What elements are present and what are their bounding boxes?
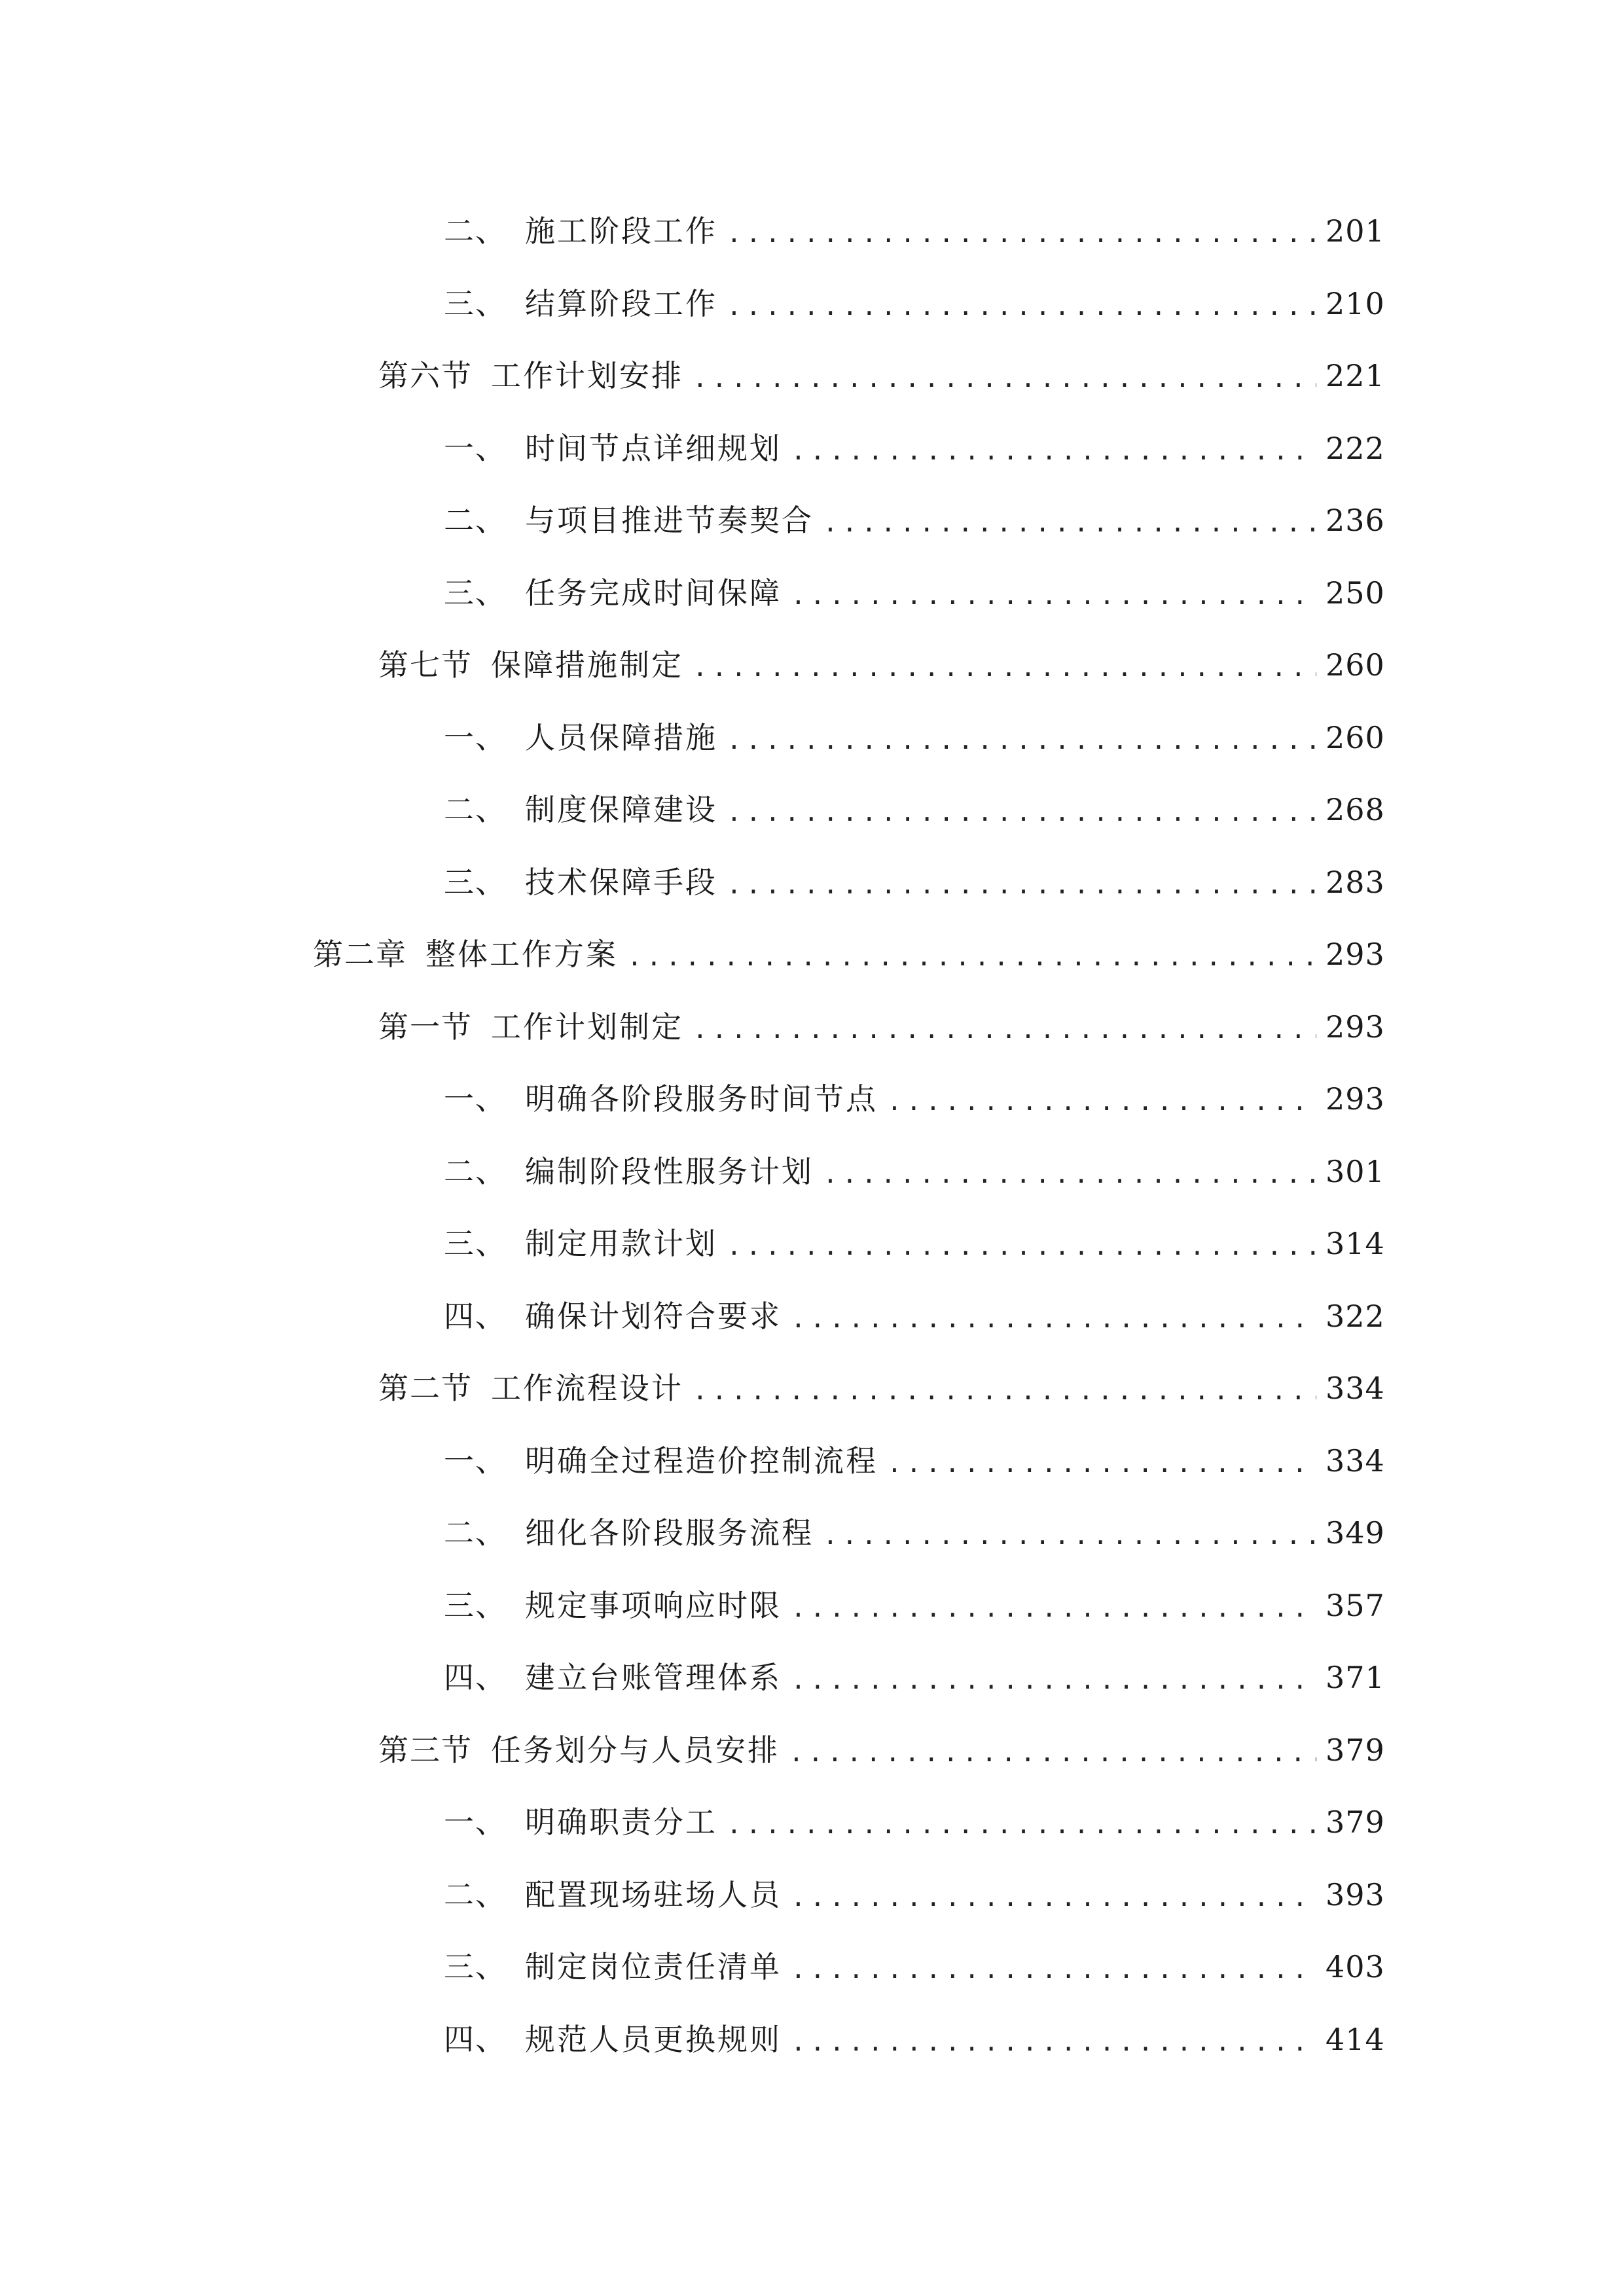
toc-entry-title: 工作计划安排: [491, 358, 683, 394]
toc-entry-title: 整体工作方案: [425, 937, 618, 973]
toc-entry-number: 二、: [444, 792, 507, 828]
toc-entry[interactable]: [0, 1497, 1624, 1570]
toc-entry-page: 293: [1326, 937, 1385, 973]
toc-entry-title: 工作计划制定: [491, 1009, 683, 1045]
toc-entry-page: 371: [1326, 1660, 1385, 1696]
toc-entry-title: 与项目推进节奏契合: [525, 503, 814, 539]
toc-entry-number: 二、: [444, 1153, 507, 1189]
toc-entry[interactable]: [0, 1859, 1624, 1931]
toc-entry-number: 三、: [444, 1949, 507, 1985]
toc-chapter-number: 第二章: [313, 937, 407, 973]
toc-section-number: 第三节: [378, 1732, 473, 1768]
toc-entry[interactable]: [0, 195, 1624, 268]
dot-leader: [727, 800, 1316, 825]
toc-entry[interactable]: [0, 1136, 1624, 1208]
toc-entry-page: 293: [1326, 1081, 1385, 1117]
toc-entry-page: 260: [1326, 647, 1385, 683]
toc-entry-title: 编制阶段性服务计划: [525, 1153, 814, 1189]
toc-entry-page: 301: [1326, 1153, 1385, 1189]
toc-entry-page: 236: [1326, 503, 1385, 539]
toc-entry-number: 一、: [444, 1804, 507, 1840]
dot-leader: [627, 944, 1316, 969]
toc-entry-number: 四、: [444, 1660, 507, 1696]
toc-entry[interactable]: [0, 2003, 1624, 2076]
toc-entry[interactable]: [0, 1641, 1624, 1714]
dot-leader: [887, 1089, 1316, 1114]
toc-section-entry[interactable]: [0, 629, 1624, 702]
toc-entry-page: 222: [1326, 430, 1385, 466]
toc-entry-page: 322: [1326, 1298, 1385, 1334]
toc-entry-title: 规定事项响应时限: [525, 1587, 782, 1623]
toc-entry-page: 221: [1326, 358, 1385, 394]
toc-entry-page: 349: [1326, 1515, 1385, 1551]
dot-leader: [791, 1668, 1316, 1693]
dot-leader: [791, 1306, 1316, 1331]
toc-entry-number: 三、: [444, 1226, 507, 1262]
toc-entry-title: 保障措施制定: [491, 647, 683, 683]
dot-leader: [791, 2030, 1316, 2054]
toc-section-entry[interactable]: [0, 1352, 1624, 1425]
toc-entry-page: 334: [1326, 1371, 1385, 1407]
toc-entry-number: 一、: [444, 719, 507, 755]
toc-entry-number: 二、: [444, 213, 507, 249]
toc-entry-title: 明确各阶段服务时间节点: [525, 1081, 878, 1117]
dot-leader: [693, 1378, 1316, 1403]
toc-entry-page: 379: [1326, 1804, 1385, 1840]
dot-leader: [791, 1885, 1316, 1910]
toc-entry[interactable]: [0, 1425, 1624, 1498]
toc-entry-page: 283: [1326, 864, 1385, 900]
toc-entry-number: 一、: [444, 430, 507, 466]
toc-entry-title: 明确职责分工: [525, 1804, 717, 1840]
toc-entry-page: 334: [1326, 1443, 1385, 1479]
toc-entry-title: 任务完成时间保障: [525, 575, 782, 611]
dot-leader: [693, 1017, 1316, 1042]
dot-leader: [727, 1812, 1316, 1837]
toc-chapter-entry[interactable]: [0, 918, 1624, 991]
toc-entry[interactable]: [0, 774, 1624, 846]
toc-entry-title: 配置现场驻场人员: [525, 1876, 782, 1912]
toc-entry-title: 时间节点详细规划: [525, 430, 782, 466]
toc-entry-page: 268: [1326, 792, 1385, 828]
dot-leader: [887, 1451, 1316, 1476]
toc-entry-title: 细化各阶段服务流程: [525, 1515, 814, 1551]
toc-entry-title: 技术保障手段: [525, 864, 717, 900]
dot-leader: [823, 1162, 1316, 1187]
toc-entry-number: 一、: [444, 1443, 507, 1479]
toc-entry[interactable]: [0, 702, 1624, 774]
dot-leader: [693, 655, 1316, 680]
toc-entry-page: 314: [1326, 1226, 1385, 1262]
toc-entry-number: 四、: [444, 2021, 507, 2057]
toc-entry-page: 414: [1326, 2021, 1385, 2057]
toc-entry-title: 任务划分与人员安排: [491, 1732, 780, 1768]
toc-entry-title: 工作流程设计: [491, 1371, 683, 1407]
toc-section-number: 第一节: [378, 1009, 473, 1045]
table-of-contents: [0, 195, 1624, 2075]
dot-leader: [823, 511, 1316, 535]
toc-entry-title: 结算阶段工作: [525, 285, 717, 321]
dot-leader: [727, 872, 1316, 897]
dot-leader: [823, 1523, 1316, 1548]
toc-entry-number: 三、: [444, 864, 507, 900]
toc-section-entry[interactable]: [0, 340, 1624, 412]
toc-entry-page: 379: [1326, 1732, 1385, 1768]
toc-entry[interactable]: [0, 1280, 1624, 1353]
toc-entry-page: 210: [1326, 285, 1385, 321]
toc-entry[interactable]: [0, 1208, 1624, 1280]
dot-leader: [693, 366, 1316, 391]
toc-entry-page: 393: [1326, 1876, 1385, 1912]
toc-entry[interactable]: [0, 1570, 1624, 1642]
toc-entry-page: 260: [1326, 719, 1385, 755]
dot-leader: [727, 221, 1316, 246]
toc-section-number: 第七节: [378, 647, 473, 683]
toc-entry-number: 一、: [444, 1081, 507, 1117]
toc-entry-page: 201: [1326, 213, 1385, 249]
toc-entry-title: 建立台账管理体系: [525, 1660, 782, 1696]
toc-entry[interactable]: [0, 268, 1624, 340]
toc-entry-title: 制定岗位责任清单: [525, 1949, 782, 1985]
toc-entry[interactable]: [0, 846, 1624, 919]
toc-entry-number: 三、: [444, 575, 507, 611]
toc-entry-number: 二、: [444, 503, 507, 539]
toc-entry-page: 403: [1326, 1949, 1385, 1985]
toc-entry[interactable]: [0, 1063, 1624, 1136]
toc-entry-title: 施工阶段工作: [525, 213, 717, 249]
toc-entry[interactable]: [0, 484, 1624, 557]
toc-entry-number: 四、: [444, 1298, 507, 1334]
toc-entry[interactable]: [0, 412, 1624, 485]
toc-entry-page: 357: [1326, 1587, 1385, 1623]
toc-entry[interactable]: [0, 1786, 1624, 1859]
toc-entry-title: 规范人员更换规则: [525, 2021, 782, 2057]
dot-leader: [791, 583, 1316, 608]
toc-entry-title: 制度保障建设: [525, 792, 717, 828]
toc-entry-number: 二、: [444, 1876, 507, 1912]
toc-section-entry[interactable]: [0, 991, 1624, 1064]
dot-leader: [727, 728, 1316, 753]
dot-leader: [791, 439, 1316, 463]
toc-section-entry[interactable]: [0, 1714, 1624, 1787]
toc-section-number: 第六节: [378, 358, 473, 394]
toc-entry-page: 293: [1326, 1009, 1385, 1045]
dot-leader: [791, 1596, 1316, 1621]
dot-leader: [789, 1740, 1316, 1765]
toc-entry-number: 三、: [444, 285, 507, 321]
toc-entry-page: 250: [1326, 575, 1385, 611]
dot-leader: [791, 1957, 1316, 1982]
toc-section-number: 第二节: [378, 1371, 473, 1407]
toc-entry[interactable]: [0, 1931, 1624, 2003]
toc-entry-number: 三、: [444, 1587, 507, 1623]
toc-entry-number: 二、: [444, 1515, 507, 1551]
toc-entry-title: 人员保障措施: [525, 719, 717, 755]
toc-entry[interactable]: [0, 557, 1624, 630]
toc-entry-title: 确保计划符合要求: [525, 1298, 782, 1334]
dot-leader: [727, 294, 1316, 319]
toc-entry-title: 明确全过程造价控制流程: [525, 1443, 878, 1479]
toc-entry-title: 制定用款计划: [525, 1226, 717, 1262]
dot-leader: [727, 1234, 1316, 1259]
